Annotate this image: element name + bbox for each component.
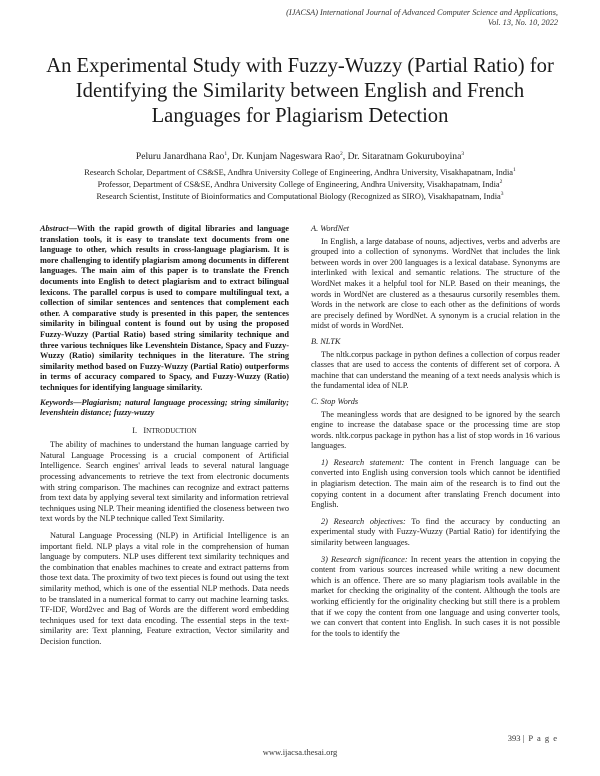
journal-volume: Vol. 13, No. 10, 2022 — [487, 18, 558, 27]
author-line: Peluru Janardhana Rao$^1$, Dr. Kunjam Nageswara Rao$^2$, Dr. Sitaratnam Gokuruboyina$^3$ — [135, 150, 465, 162]
abstract-label: Abstract — [40, 224, 69, 233]
journal-name: (IJACSA) International Journal of Advanced Computer Science and Applications, — [286, 8, 558, 17]
affiliation: Professor, Department of CS&SE, Andhra University College of Engineering, Andhra University, Visakhapatnam, India$^2$ — [97, 179, 503, 189]
author-name: Dr. Sitaratnam Gokuruboyina — [347, 151, 462, 162]
journal-header — [138, 8, 558, 28]
author-name: Dr. Kunjam Nageswara Rao — [231, 151, 341, 162]
left-column — [40, 224, 289, 648]
abstract: Abstract—With the rapid growth of digital libraries and language translation tools, it is easy to translate text documents from one language to other, which results in cross-language plagiarism. It is more challenging to identify plagiarism among documents in different languages. The main aim of this paper is to translate the French documents into English to detect plagiarism and to extract bilingual lexicons. The parallel corpus is used to compare multilingual text, a collection of similar sentences and sentences that complement each other. A comparative study is presented in this paper, the sentences similarity in bilingual content is found out by using the proposed Fuzzy-Wuzzy (Partial Ratio) based string similarity technique and three various techniques like Levenshtein Distance, Spacy and Fuzzy-Wuzzy (Ratio) similarity techniques in the literature. The string similarity method based on Fuzzy-Wuzzy (Partial Ratio) outperforms in terms of accuracy compared to Spacy, and Fuzzy-Wuzzy (Ratio) techniques for identifying language similarity. — [40, 224, 289, 392]
subsection-heading-wordnet: A. WordNet — [311, 224, 350, 233]
page-number: 393 | P a g e — [507, 733, 558, 743]
intro-paragraph: Natural Language Processing (NLP) in Artificial Intelligence is an important field. NLP plays a vital role in the comprehension of human language by computers. NLP uses different text similarity techniques and the combination that enables machines to create and extract patterns from those text data. The proximity of two text pieces is found out using the text similarity method, which is one of the essential NLP methods. Data needs to be translated in a numerical format to carry out machine learning tasks. TF-IDF, Word2vec and Bag of Words are the different word embedding techniques used for text data encoding. The essential steps in the text-similarity are: Text planning, Feature extraction, Vector similarity and Decision function. — [40, 531, 289, 646]
abstract-text: With the rapid growth of digital libraries and language translation tools, it is easy to translate text documents from one language to other, which results in cross-language plagiarism. It is more challenging to identify plagiarism among documents in different languages. The main aim of this paper is to translate the French documents into English to detect plagiarism and to extract bilingual lexicons. The parallel corpus is used to compare multilingual text, a collection of similar sentences and sentences that complement each other. A comparative study is presented in this paper, the sentences similarity in bilingual content is found out by using the proposed Fuzzy-Wuzzy (Partial Ratio) based string similarity technique and three various techniques like Levenshtein Distance, Spacy and Fuzzy-Wuzzy (Ratio) similarity techniques in the literature. The string similarity method based on Fuzzy-Wuzzy (Partial Ratio) outperforms in terms of accuracy compared to Spacy, and Fuzzy-Wuzzy (Ratio) techniques for identifying language similarity. — [40, 224, 289, 392]
nltk-paragraph: The nltk.corpus package in python defines a collection of corpus reader classes that are used to access the contents of different set of corpora. A machine that can understand the meaning of a text needs analysis which is the fundamental idea of NLP. — [311, 349, 560, 391]
paper-title: An Experimental Study with Fuzzy-Wuzzy (Partial Ratio) for Identifying the Similarity between English and French Languages for Plagiarism Detection — [46, 55, 554, 127]
wordnet-paragraph: In English, a large database of nouns, adjectives, verbs and adverbs are grouped into a collection of synonyms. WordNet that includes the link between words in over 200 languages is a lexical database. Synonyms are interlinked with lexical and semantic relations. The structure of the WordNet makes it a helpful tool for NLP. Based on their meanings, the words in WordNet are clustered as a thesaurus cursorily resembles them. Words in the network are close to each other as the definitions of words are precisely defined by WordNet. A synonym is a crucial relation in the midst of words in WordNet. — [311, 236, 560, 331]
author-sup: 1 — [224, 150, 228, 157]
author-sup: 2 — [340, 150, 343, 157]
right-column — [311, 224, 560, 639]
keywords-label: Keywords — [40, 397, 74, 407]
stopwords-paragraph: The meaningless words that are designed to be ignored by the search engine to increase the database space or the processing time are stop words. nltk.corpus package in python has a list of stop words in 16 various languages. — [311, 409, 560, 451]
intro-paragraph: The ability of machines to understand the human language carried by Natural Language Processing is a crucial component of Artificial Intelligence. Search engines' arrival leads to several natural language processing advancements to retrieve the text from electronic documents with string comparison. The machines can recognize and extract patterns from text data by applying several text similarity and information retrieval techniques using NLP. Their meaning identified the closeness between two text words by the NLP technique called Text Similarity. — [40, 440, 289, 524]
author-sup: 3 — [461, 150, 465, 157]
section-heading-introduction: I. INTRODUCTION — [132, 425, 197, 435]
research-objectives-paragraph: 2) Research objectives: To find the accuracy by conducting an experimental study with Fuzzy-Wuzzy (Partial Ratio) for identifying the similarity between languages. — [311, 516, 560, 548]
keywords: Keywords—Plagiarism; natural language processing; string similarity; levenshtein distance; fuzzy-wuzzy — [40, 397, 289, 418]
subsection-heading-stopwords: C. Stop Words — [311, 396, 359, 406]
research-statement-paragraph: 1) Research statement: The content in French language can be converted into English using conversion tools which cannot be identified in plagiarism detection. The main aim of the research is to find out the copying content in a document after translating French document into English. — [311, 457, 560, 510]
author-name: Peluru Janardhana Rao — [135, 151, 225, 162]
affiliation: Research Scholar, Department of CS&SE, Andhra University College of Engineering, Andhra University, Visakhapatnam, India$^1$ — [84, 167, 516, 177]
affiliation: Research Scientist, Institute of Bioinformatics and Computational Biology (Recognized as SIRO), Visakhapatnam, India$^3$ — [96, 191, 504, 201]
affiliations — [20, 167, 580, 203]
subsection-heading-nltk: B. NLTK — [311, 336, 341, 346]
research-significance-paragraph: 3) Research significance: In recent years the attention in copying the content from various sources increased while writing a new document which is an offence. There are so many plagiarism tools available in the market for checking the originality of the content. Although the tools are working efficiently for the originality checking but still there is a problem that if we copy the content from one language and using converter tools, we can convert that content into English. In such cases it is not possible for the tools to identify the — [311, 554, 561, 638]
journal-url[interactable]: www.ijacsa.thesai.org — [262, 747, 338, 757]
keywords-text: Plagiarism; natural language processing; string similarity; levenshtein distance; fuzzy-wuzzy — [40, 397, 289, 418]
